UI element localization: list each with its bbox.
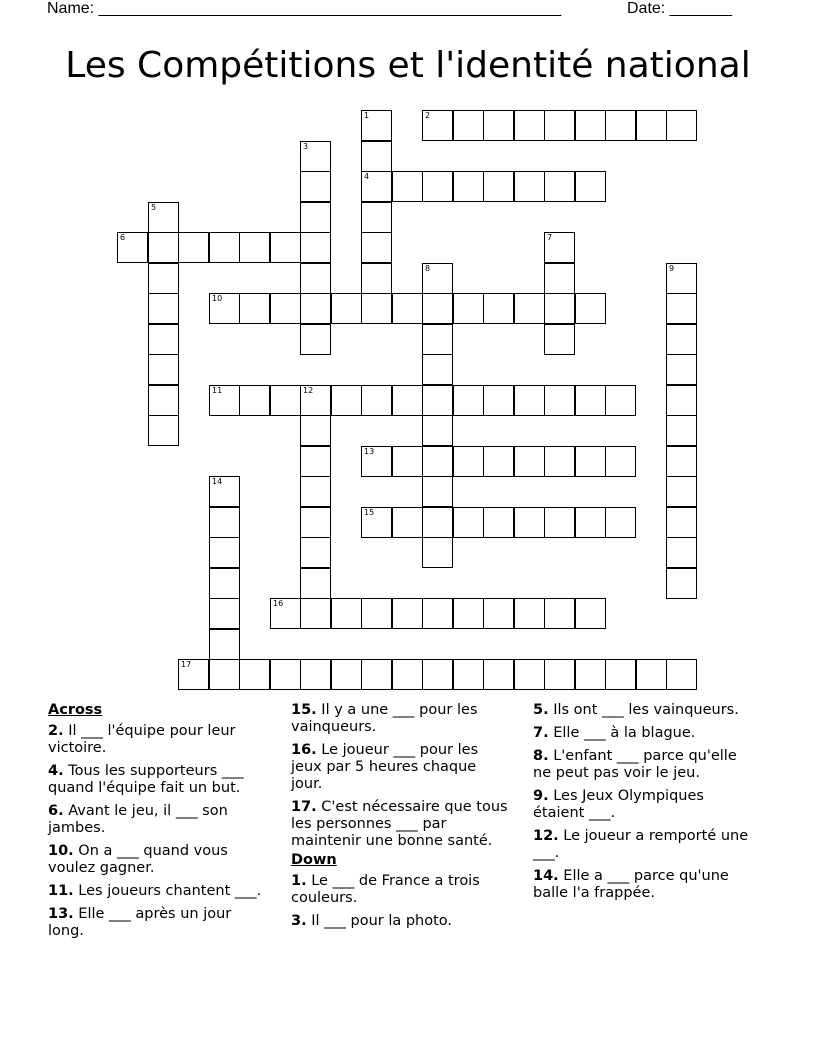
crossword-cell[interactable] <box>148 415 179 446</box>
crossword-cell[interactable] <box>453 446 484 477</box>
crossword-cell[interactable] <box>544 171 575 202</box>
crossword-cell[interactable] <box>300 446 331 477</box>
down-clue <box>533 748 753 782</box>
clue-number-label: 17 <box>181 660 192 669</box>
crossword-cell[interactable] <box>392 659 423 690</box>
crossword-cell[interactable] <box>239 293 270 324</box>
crossword-cell[interactable] <box>483 110 514 141</box>
down-clue <box>291 913 511 930</box>
crossword-cell[interactable] <box>300 507 331 538</box>
crossword-cell[interactable] <box>300 385 331 416</box>
crossword-cell[interactable] <box>209 385 240 416</box>
down-clue <box>533 828 753 862</box>
crossword-cell[interactable] <box>361 232 392 263</box>
clue-number-label: 6 <box>120 233 126 242</box>
clue-text: Les joueurs chantent ___. <box>78 883 262 899</box>
clue-column-2 <box>291 702 511 936</box>
name-field-line: Name: ____________________________________________________ <box>47 0 562 17</box>
crossword-cell[interactable] <box>239 232 270 263</box>
clue-text: Ils ont ___ les vainqueurs. <box>553 702 739 718</box>
crossword-cell[interactable] <box>544 324 575 355</box>
crossword-cell[interactable] <box>331 293 362 324</box>
clue-number: 13. <box>48 906 74 922</box>
crossword-cell[interactable] <box>300 202 331 233</box>
across-clue <box>48 803 268 837</box>
crossword-cell[interactable] <box>544 110 575 141</box>
crossword-cell[interactable] <box>514 293 545 324</box>
crossword-cell[interactable] <box>361 263 392 294</box>
crossword-cell[interactable] <box>422 659 453 690</box>
crossword-cell[interactable] <box>300 293 331 324</box>
crossword-cell[interactable] <box>300 324 331 355</box>
crossword-cell[interactable] <box>544 232 575 263</box>
crossword-cell[interactable] <box>544 385 575 416</box>
clue-number-label: 5 <box>151 203 157 212</box>
crossword-cell[interactable] <box>666 385 697 416</box>
clue-number-label: 2 <box>425 111 431 120</box>
clue-number-label: 16 <box>273 599 284 608</box>
crossword-cell[interactable] <box>575 385 606 416</box>
crossword-cell[interactable] <box>636 110 667 141</box>
crossword-cell[interactable] <box>300 171 331 202</box>
crossword-cell[interactable] <box>483 507 514 538</box>
crossword-cell[interactable] <box>544 598 575 629</box>
crossword-cell[interactable] <box>605 446 636 477</box>
crossword-cell[interactable] <box>514 446 545 477</box>
crossword-cell[interactable] <box>666 110 697 141</box>
crossword-cell[interactable] <box>514 507 545 538</box>
crossword-cell[interactable] <box>422 293 453 324</box>
clue-number: 5. <box>533 702 549 718</box>
crossword-cell[interactable] <box>361 507 392 538</box>
crossword-cell[interactable] <box>300 232 331 263</box>
crossword-cell[interactable] <box>300 659 331 690</box>
crossword-cell[interactable] <box>392 507 423 538</box>
crossword-cell[interactable] <box>575 598 606 629</box>
crossword-cell[interactable] <box>422 537 453 568</box>
crossword-cell[interactable] <box>422 476 453 507</box>
down-clue <box>533 788 753 822</box>
crossword-cell[interactable] <box>422 598 453 629</box>
crossword-cell[interactable] <box>148 385 179 416</box>
crossword-cell[interactable] <box>483 659 514 690</box>
clue-number: 15. <box>291 702 317 718</box>
clue-number-label: 9 <box>669 264 675 273</box>
crossword-cell[interactable] <box>331 659 362 690</box>
clue-text: Il ___ l'équipe pour leur victoire. <box>48 723 236 756</box>
crossword-cell[interactable] <box>544 507 575 538</box>
crossword-cell[interactable] <box>666 263 697 294</box>
crossword-cell[interactable] <box>209 629 240 660</box>
down-clue <box>533 868 753 902</box>
crossword-cell[interactable] <box>666 293 697 324</box>
across-clue <box>291 799 511 850</box>
clue-number: 10. <box>48 843 74 859</box>
crossword-cell[interactable] <box>361 110 392 141</box>
crossword-cell[interactable] <box>666 568 697 599</box>
crossword-cell[interactable] <box>422 354 453 385</box>
crossword-cell[interactable] <box>239 385 270 416</box>
crossword-cell[interactable] <box>270 385 301 416</box>
crossword-cell[interactable] <box>270 232 301 263</box>
crossword-cell[interactable] <box>483 446 514 477</box>
crossword-cell[interactable] <box>666 446 697 477</box>
crossword-cell[interactable] <box>422 263 453 294</box>
crossword-cell[interactable] <box>666 354 697 385</box>
crossword-cell[interactable] <box>544 446 575 477</box>
down-heading: Down <box>291 852 337 868</box>
across-clue <box>291 702 511 736</box>
crossword-cell[interactable] <box>422 446 453 477</box>
across-clue <box>48 883 268 900</box>
crossword-cell[interactable] <box>148 263 179 294</box>
crossword-cell[interactable] <box>300 568 331 599</box>
crossword-cell[interactable] <box>392 293 423 324</box>
clue-number-label: 8 <box>425 264 431 273</box>
clue-number: 17. <box>291 799 317 815</box>
crossword-cell[interactable] <box>300 263 331 294</box>
crossword-cell[interactable] <box>514 171 545 202</box>
crossword-cell[interactable] <box>148 202 179 233</box>
crossword-cell[interactable] <box>117 232 148 263</box>
crossword-cell[interactable] <box>575 171 606 202</box>
crossword-cell[interactable] <box>605 110 636 141</box>
crossword-cell[interactable] <box>148 354 179 385</box>
clue-number-label: 10 <box>212 294 223 303</box>
crossword-cell[interactable] <box>514 598 545 629</box>
crossword-cell[interactable] <box>666 659 697 690</box>
crossword-cell[interactable] <box>209 293 240 324</box>
crossword-cell[interactable] <box>331 598 362 629</box>
crossword-cell[interactable] <box>270 598 301 629</box>
clue-number: 14. <box>533 868 559 884</box>
crossword-cell[interactable] <box>392 171 423 202</box>
clue-text: Le joueur ___ pour les jeux par 5 heures chaque jour. <box>291 742 479 792</box>
crossword-cell[interactable] <box>453 507 484 538</box>
clue-number: 11. <box>48 883 74 899</box>
across-clue <box>48 763 268 797</box>
crossword-cell[interactable] <box>270 293 301 324</box>
crossword-cell[interactable] <box>361 385 392 416</box>
crossword-cell[interactable] <box>209 507 240 538</box>
crossword-cell[interactable] <box>209 568 240 599</box>
crossword-cell[interactable] <box>300 141 331 172</box>
clue-number-label: 12 <box>303 386 314 395</box>
crossword-cell[interactable] <box>544 659 575 690</box>
crossword-cell[interactable] <box>483 385 514 416</box>
clue-text: L'enfant ___ parce qu'elle ne peut pas voir le jeu. <box>533 748 737 781</box>
date-field-line: Date: _______ <box>627 0 732 17</box>
page-title: Les Compétitions et l'identité national <box>65 45 751 86</box>
crossword-cell[interactable] <box>453 171 484 202</box>
clue-number: 9. <box>533 788 549 804</box>
crossword-cell[interactable] <box>148 324 179 355</box>
crossword-cell[interactable] <box>422 507 453 538</box>
crossword-cell[interactable] <box>605 385 636 416</box>
clue-number: 4. <box>48 763 64 779</box>
crossword-cell[interactable] <box>300 476 331 507</box>
crossword-cell[interactable] <box>178 232 209 263</box>
crossword-cell[interactable] <box>575 110 606 141</box>
clue-text: Il y a une ___ pour les vainqueurs. <box>291 702 478 735</box>
crossword-cell[interactable] <box>666 324 697 355</box>
crossword-cell[interactable] <box>422 110 453 141</box>
crossword-cell[interactable] <box>575 659 606 690</box>
across-clue <box>48 906 268 940</box>
crossword-cell[interactable] <box>361 446 392 477</box>
clue-number: 8. <box>533 748 549 764</box>
clue-number: 12. <box>533 828 559 844</box>
crossword-cell[interactable] <box>361 202 392 233</box>
clue-number-label: 11 <box>212 386 223 395</box>
crossword-cell[interactable] <box>453 293 484 324</box>
crossword-cell[interactable] <box>209 537 240 568</box>
crossword-cell[interactable] <box>453 110 484 141</box>
crossword-cell[interactable] <box>300 598 331 629</box>
crossword-cell[interactable] <box>453 598 484 629</box>
clue-number-label: 4 <box>364 172 370 181</box>
crossword-cell[interactable] <box>544 293 575 324</box>
crossword-cell[interactable] <box>209 598 240 629</box>
down-clue <box>533 725 753 742</box>
crossword-cell[interactable] <box>300 415 331 446</box>
crossword-cell[interactable] <box>514 385 545 416</box>
crossword-cell[interactable] <box>483 171 514 202</box>
crossword-cell[interactable] <box>422 324 453 355</box>
across-heading: Across <box>48 702 103 718</box>
crossword-cell[interactable] <box>148 293 179 324</box>
clue-column-3 <box>533 702 753 908</box>
crossword-cell[interactable] <box>178 659 209 690</box>
crossword-cell[interactable] <box>209 232 240 263</box>
crossword-cell[interactable] <box>422 385 453 416</box>
clue-text: Elle a ___ parce qu'une balle l'a frappée. <box>533 868 729 901</box>
crossword-cell[interactable] <box>605 507 636 538</box>
crossword-cell[interactable] <box>361 293 392 324</box>
crossword-cell[interactable] <box>575 507 606 538</box>
crossword-cell[interactable] <box>666 476 697 507</box>
crossword-cell[interactable] <box>666 507 697 538</box>
clue-number-label: 7 <box>547 233 553 242</box>
clue-number: 7. <box>533 725 549 741</box>
clue-text: Les Jeux Olympiques étaient ___. <box>533 788 704 821</box>
crossword-cell[interactable] <box>392 446 423 477</box>
clue-number: 16. <box>291 742 317 758</box>
crossword-cell[interactable] <box>422 415 453 446</box>
crossword-cell[interactable] <box>300 537 331 568</box>
crossword-cell[interactable] <box>422 171 453 202</box>
crossword-cell[interactable] <box>239 659 270 690</box>
crossword-cell[interactable] <box>575 446 606 477</box>
crossword-cell[interactable] <box>361 659 392 690</box>
crossword-cell[interactable] <box>209 659 240 690</box>
crossword-cell[interactable] <box>575 293 606 324</box>
clue-number-label: 15 <box>364 508 375 517</box>
crossword-cell[interactable] <box>361 598 392 629</box>
crossword-cell[interactable] <box>636 659 667 690</box>
crossword-cell[interactable] <box>453 659 484 690</box>
crossword-cell[interactable] <box>483 598 514 629</box>
crossword-cell[interactable] <box>361 141 392 172</box>
clue-text: C'est nécessaire que tous les personnes ___ par maintenir une bonne santé. <box>291 799 508 849</box>
clue-number: 2. <box>48 723 64 739</box>
crossword-cell[interactable] <box>666 537 697 568</box>
crossword-cell[interactable] <box>392 598 423 629</box>
clue-column-1 <box>48 702 268 946</box>
clue-text: Le joueur a remporté une ___. <box>533 828 749 861</box>
crossword-cell[interactable] <box>270 659 301 690</box>
clue-text: On a ___ quand vous voulez gagner. <box>48 843 228 876</box>
clue-number-label: 14 <box>212 477 223 486</box>
clue-text: Avant le jeu, il ___ son jambes. <box>48 803 228 836</box>
across-clue <box>48 723 268 757</box>
crossword-cell[interactable] <box>148 232 179 263</box>
clue-number: 3. <box>291 913 307 929</box>
clue-number-label: 13 <box>364 447 375 456</box>
across-clue <box>48 843 268 877</box>
clue-text: Tous les supporteurs ___ quand l'équipe fait un but. <box>48 763 244 796</box>
clue-number: 6. <box>48 803 64 819</box>
crossword-cell[interactable] <box>392 385 423 416</box>
across-clue <box>291 742 511 793</box>
clue-number: 1. <box>291 873 307 889</box>
crossword-cell[interactable] <box>514 659 545 690</box>
crossword-cell[interactable] <box>666 415 697 446</box>
crossword-cell[interactable] <box>361 171 392 202</box>
down-clue <box>291 873 511 907</box>
crossword-cell[interactable] <box>544 263 575 294</box>
clue-text: Le ___ de France a trois couleurs. <box>291 873 480 906</box>
crossword-cell[interactable] <box>331 385 362 416</box>
clue-text: Elle ___ à la blague. <box>553 725 696 741</box>
crossword-cell[interactable] <box>209 476 240 507</box>
down-clue <box>533 702 753 719</box>
clue-number-label: 1 <box>364 111 370 120</box>
clue-number-label: 3 <box>303 142 309 151</box>
clue-text: Il ___ pour la photo. <box>311 913 453 929</box>
crossword-cell[interactable] <box>483 293 514 324</box>
crossword-cell[interactable] <box>514 110 545 141</box>
crossword-cell[interactable] <box>605 659 636 690</box>
clue-text: Elle ___ après un jour long. <box>48 906 232 939</box>
crossword-cell[interactable] <box>453 385 484 416</box>
